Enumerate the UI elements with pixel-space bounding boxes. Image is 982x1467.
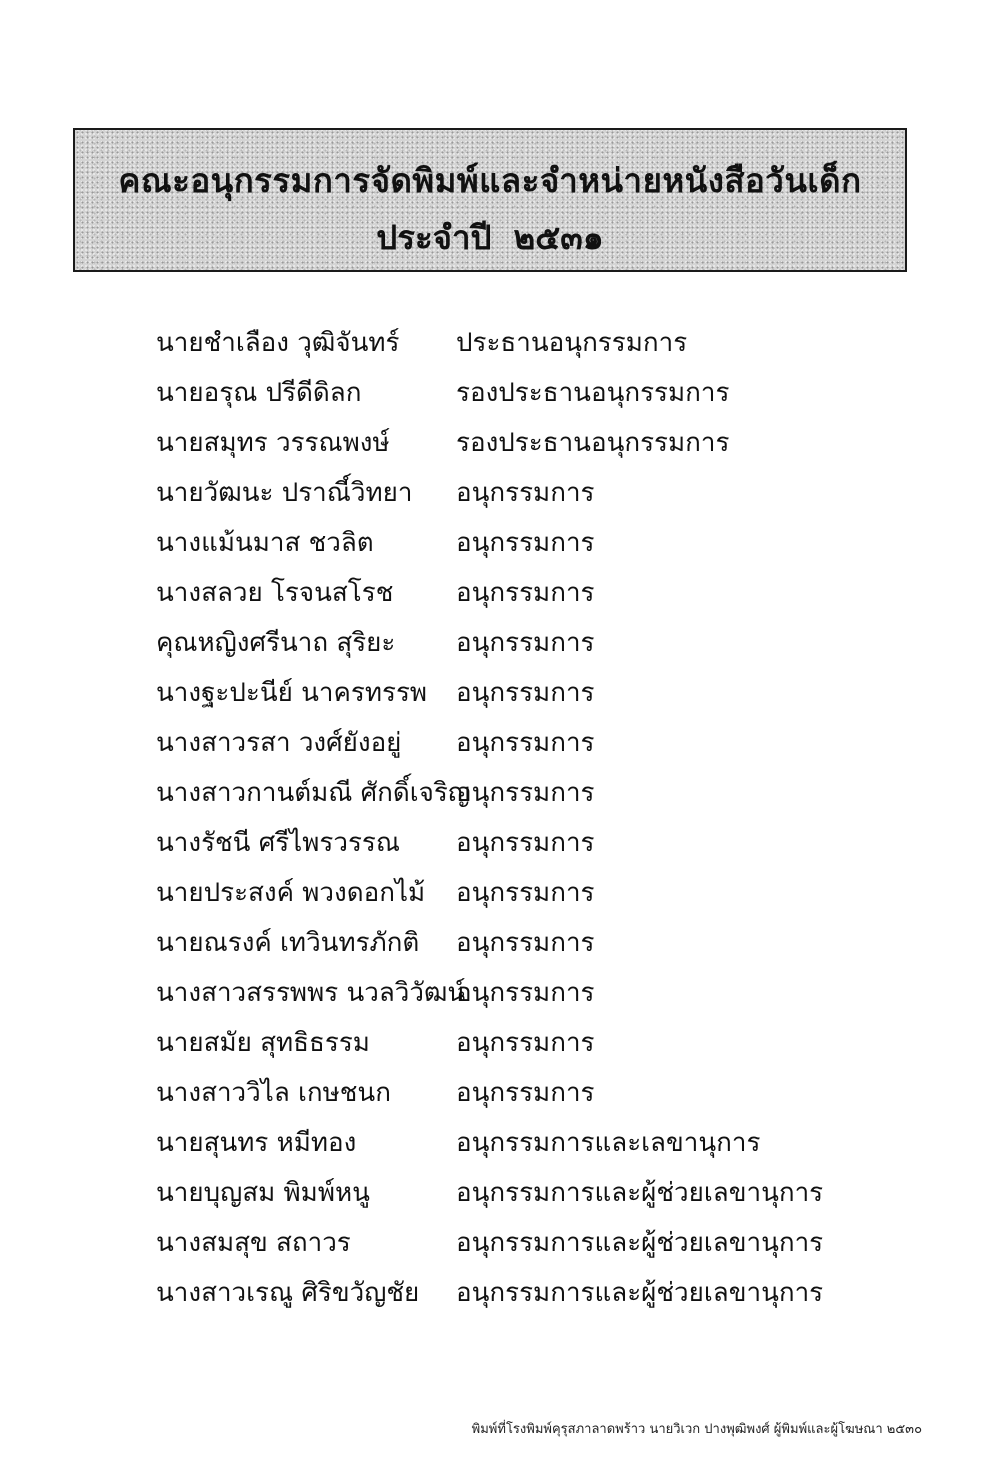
member-role: รองประธานอนุกรรมการ bbox=[456, 428, 730, 458]
member-role: อนุกรรมการ bbox=[456, 878, 595, 908]
list-item bbox=[156, 618, 856, 668]
list-item bbox=[156, 968, 856, 1018]
member-role: อนุกรรมการ bbox=[456, 678, 595, 708]
member-name: นางสลวย โรจนสโรช bbox=[156, 578, 394, 608]
member-role: อนุกรรมการและผู้ช่วยเลขานุการ bbox=[456, 1228, 824, 1258]
member-name: นายสมุทร วรรณพงษ์ bbox=[156, 428, 390, 458]
list-item bbox=[156, 468, 856, 518]
member-name: นายณรงค์ เทวินทรภักติ bbox=[156, 928, 420, 958]
member-role: ประธานอนุกรรมการ bbox=[456, 328, 688, 358]
member-name: นายบุญสม พิมพ์หนู bbox=[156, 1178, 370, 1208]
member-name: นางสาวเรณู ศิริขวัญชัย bbox=[156, 1278, 420, 1308]
member-name: นายชำเลือง วุฒิจันทร์ bbox=[156, 328, 400, 358]
member-role: รองประธานอนุกรรมการ bbox=[456, 378, 730, 408]
member-name: นายอรุณ ปรีดีดิลก bbox=[156, 378, 362, 408]
list-item bbox=[156, 318, 856, 368]
member-role: อนุกรรมการ bbox=[456, 928, 595, 958]
page-subtitle bbox=[75, 211, 905, 264]
member-name: นายประสงค์ พวงดอกไม้ bbox=[156, 878, 426, 908]
member-name: นางสาววิไล เกษชนก bbox=[156, 1078, 391, 1108]
member-name: นางสาวสรรพพร นวลวิวัฒน์ bbox=[156, 978, 466, 1008]
member-name: คุณหญิงศรีนาถ สุริยะ bbox=[156, 628, 396, 658]
member-name: นางแม้นมาส ชวลิต bbox=[156, 528, 374, 558]
member-role: อนุกรรมการ bbox=[456, 1028, 595, 1058]
list-item bbox=[156, 1168, 856, 1218]
subtitle-prefix: ประจำปี bbox=[376, 218, 492, 257]
list-item bbox=[156, 1118, 856, 1168]
member-role: อนุกรรมการ bbox=[456, 578, 595, 608]
list-item bbox=[156, 568, 856, 618]
member-list bbox=[156, 318, 856, 1318]
member-role: อนุกรรมการ bbox=[456, 1078, 595, 1108]
imprint-footer: พิมพ์ที่โรงพิมพ์คุรุสภาลาดพร้าว นายวิเวก ปางพุฒิพงศ์ ผู้พิมพ์และผู้โฆษณา ๒๕๓๐ bbox=[471, 1422, 922, 1437]
member-role: อนุกรรมการและเลขานุการ bbox=[456, 1128, 761, 1158]
list-item bbox=[156, 418, 856, 468]
member-name: นายสมัย สุทธิธรรม bbox=[156, 1028, 370, 1058]
list-item bbox=[156, 918, 856, 968]
list-item bbox=[156, 368, 856, 418]
list-item bbox=[156, 1018, 856, 1068]
list-item bbox=[156, 718, 856, 768]
member-name: นางสาวกานต์มณี ศักดิ์เจริญ bbox=[156, 778, 471, 808]
list-item bbox=[156, 768, 856, 818]
member-name: นางสาวรสา วงศ์ยังอยู่ bbox=[156, 728, 402, 758]
member-name: นายวัฒนะ ปราณี์วิทยา bbox=[156, 478, 413, 508]
list-item bbox=[156, 1068, 856, 1118]
list-item bbox=[156, 868, 856, 918]
subtitle-year: ๒๕๓๑ bbox=[513, 218, 604, 257]
member-name: นางฐะปะนีย์ นาครทรรพ bbox=[156, 678, 428, 708]
member-role: อนุกรรมการและผู้ช่วยเลขานุการ bbox=[456, 1178, 824, 1208]
list-item bbox=[156, 1268, 856, 1318]
member-name: นางรัชนี ศรีไพรวรรณ bbox=[156, 828, 401, 858]
member-role: อนุกรรมการ bbox=[456, 978, 595, 1008]
member-name: นายสุนทร หมีทอง bbox=[156, 1128, 357, 1158]
member-name: นางสมสุข สถาวร bbox=[156, 1228, 351, 1258]
member-role: อนุกรรมการ bbox=[456, 528, 595, 558]
list-item bbox=[156, 668, 856, 718]
member-role: อนุกรรมการ bbox=[456, 478, 595, 508]
member-role: อนุกรรมการ bbox=[456, 778, 595, 808]
member-role: อนุกรรมการ bbox=[456, 628, 595, 658]
list-item bbox=[156, 1218, 856, 1268]
member-role: อนุกรรมการและผู้ช่วยเลขานุการ bbox=[456, 1278, 824, 1308]
member-role: อนุกรรมการ bbox=[456, 728, 595, 758]
page-title: คณะอนุกรรมการจัดพิมพ์และจำหน่ายหนังสือวันเด็ก bbox=[118, 161, 862, 200]
title-box bbox=[73, 128, 907, 272]
member-role: อนุกรรมการ bbox=[456, 828, 595, 858]
list-item bbox=[156, 818, 856, 868]
list-item bbox=[156, 518, 856, 568]
